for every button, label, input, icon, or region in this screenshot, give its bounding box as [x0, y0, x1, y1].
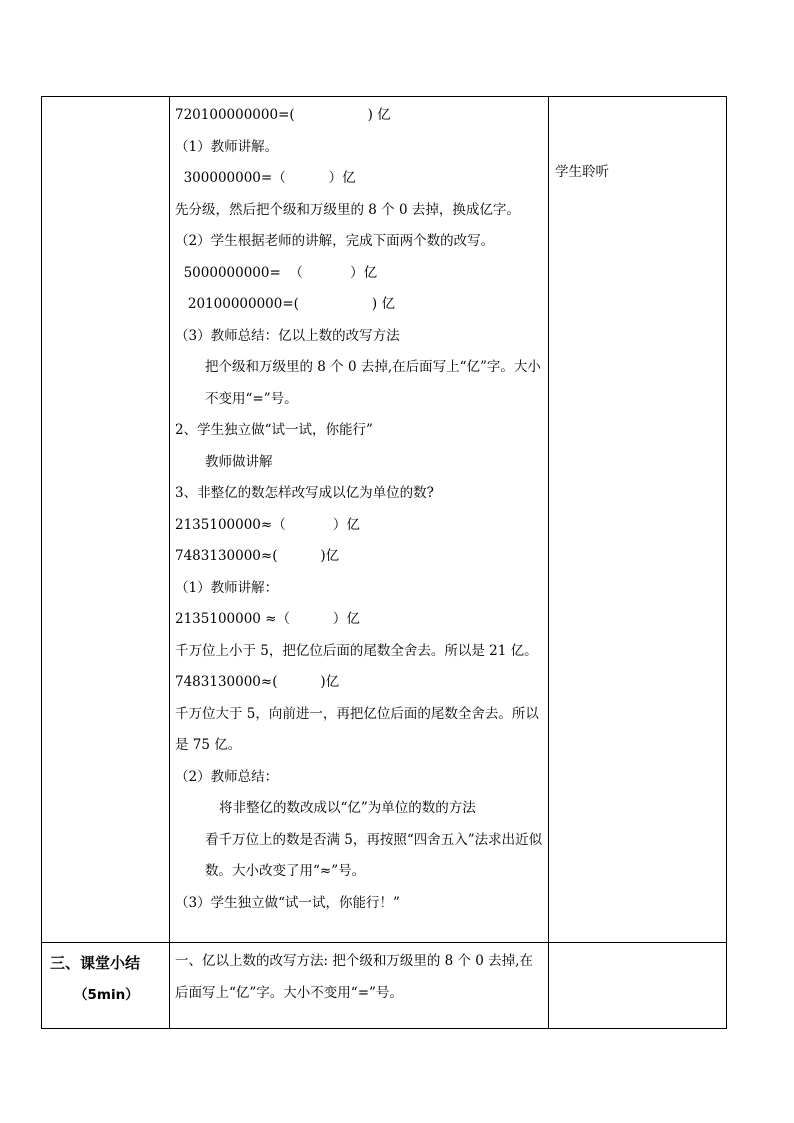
step-label: （2）教师总结：: [175, 768, 279, 785]
lesson-plan-table: [41, 96, 727, 1029]
summary-right-cell-empty: [549, 943, 727, 1029]
exercise-line: 20100000000=( ) 亿: [175, 296, 395, 312]
student-activity-cell: [549, 97, 727, 943]
student-activity-text: 学生聆听: [555, 164, 609, 180]
step-label: （1）教师讲解。: [175, 138, 279, 155]
exercise-line: 7483130000≈( )亿: [175, 674, 340, 690]
step-label: （1）教师讲解：: [175, 579, 279, 596]
teaching-content-cell: [170, 97, 549, 943]
left-cell-empty: [42, 97, 170, 943]
method-text: 看千万位上的数是否满 5，再按照“四舍五入”法求出近似数。大小改变了用“≈”号。: [205, 831, 543, 879]
exercise-line: 300000000=（ ）亿: [175, 170, 356, 186]
step-label: （3）教师总结：亿以上数的改写方法: [175, 327, 400, 344]
step-label: （2）学生根据老师的讲解，完成下面两个数的改写。: [175, 233, 495, 249]
step-note: 教师做讲解: [205, 453, 273, 470]
explanation-text: 千万位大于 5，向前进一，再把亿位后面的尾数全舍去。所以是 75 亿。: [175, 705, 539, 753]
step-label: （3）学生独立做“试一试，你能行！”: [175, 894, 400, 911]
step-label: 2、学生独立做“试一试，你能行”: [175, 422, 373, 438]
section-time: （5min）: [74, 987, 139, 1003]
exercise-line: 5000000000= （ ）亿: [175, 264, 378, 281]
exercise-line: 2135100000 ≈（ ）亿: [175, 611, 360, 627]
section-title: 三、课堂小结: [50, 954, 141, 972]
teaching-process-row: [42, 97, 727, 943]
explanation-text: 先分级，然后把个级和万级里的 8 个 0 去掉，换成亿字。: [175, 201, 520, 218]
summary-text: 一、亿以上数的改写方法: 把个级和万级里的 8 个 0 去掉,在后面写上“亿”字。大小不变用“=”号。: [175, 953, 533, 1001]
method-title: 将非整亿的数改成以“亿”为单位的数的方法: [219, 800, 476, 816]
exercise-line: 720100000000=( ) 亿: [175, 107, 391, 123]
exercise-line: 7483130000≈( )亿: [175, 548, 340, 564]
exercise-line: 2135100000≈（ ）亿: [175, 516, 360, 533]
class-summary-row: [42, 943, 727, 1029]
explanation-text: 千万位上小于 5，把亿位后面的尾数全舍去。所以是 21 亿。: [175, 642, 538, 659]
section-label-cell: [42, 943, 170, 1029]
summary-content-cell: [170, 943, 549, 1029]
method-summary-text: 把个级和万级里的 8 个 0 去掉,在后面写上“亿”字。大小不变用“=”号。: [205, 359, 541, 407]
step-label: 3、非整亿的数怎样改写成以亿为单位的数?: [175, 485, 434, 501]
